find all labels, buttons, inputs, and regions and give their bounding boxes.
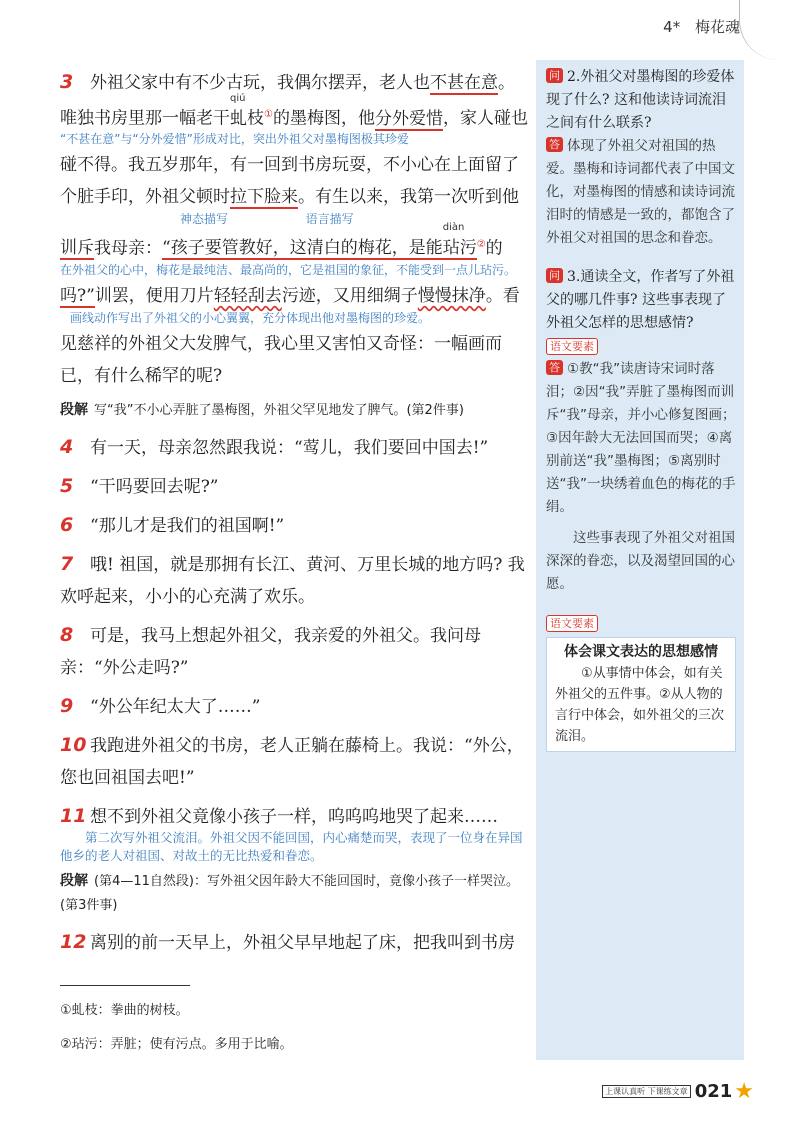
question bbox=[546, 266, 736, 358]
page-corner-decoration bbox=[739, 0, 800, 60]
annotation-label: 语言描写 bbox=[305, 211, 354, 226]
question bbox=[546, 66, 736, 135]
answer-summary: 这些事表现了外祖父对祖国深深的眷恋，以及渴望回国的心愿。 bbox=[546, 530, 735, 592]
section-analysis bbox=[60, 398, 528, 423]
paragraph-7 bbox=[60, 548, 528, 613]
text-run: 外祖父家中有不少古玩，我偶尔摆弄，老人也 bbox=[90, 73, 430, 93]
paragraph-number: 8 bbox=[60, 624, 74, 647]
page-number-badge bbox=[602, 1078, 754, 1104]
pinyin-char bbox=[230, 92, 247, 129]
char: 虬 bbox=[230, 108, 247, 129]
footnote-marker[interactable]: ① bbox=[264, 109, 273, 120]
page-slogan: 上课认真听 下课练文章 bbox=[602, 1085, 691, 1098]
annotation-note: 画线动作写出了外祖父的小心翼翼，充分体现出他对墨梅图的珍爱。 bbox=[70, 311, 431, 326]
paragraph-number: 12 bbox=[60, 931, 87, 954]
wavy-phrase: 轻轻刮去 bbox=[213, 286, 282, 307]
footnote-1: ①虬枝：拳曲的树枝。 bbox=[60, 1003, 189, 1018]
main-text bbox=[60, 66, 528, 965]
paragraph-text: 哦! 祖国，就是那拥有长江、黄河、万里长城的地方吗? 我欢呼起来，小小的心充满了欢乐。 bbox=[60, 555, 525, 608]
text-run: ，家人碰也 bbox=[442, 108, 528, 129]
annotation-note: 第二次写外祖父流泪。外祖父因不能回国，内心痛楚而哭，表现了一位身在异国他乡的老人对祖国、对故土的无比热爱和眷恋。 bbox=[60, 830, 523, 864]
paragraph-text: 可是，我马上想起外祖父，我亲爱的外祖父。我问母亲：“外公走吗?” bbox=[60, 626, 481, 679]
paragraph-number: 3 bbox=[60, 71, 74, 93]
text-run: 的 bbox=[485, 238, 503, 259]
paragraph-12 bbox=[60, 926, 528, 959]
paragraph-3-cont bbox=[60, 222, 528, 265]
literacy-box bbox=[546, 637, 736, 752]
text-run: 的墨梅图，他 bbox=[272, 108, 375, 129]
text-run: 碰不得。我五岁那年，有一回到书房玩耍，不小心在上面留了个脏手印，外祖父顿时 bbox=[60, 154, 519, 207]
quote-text: 污 bbox=[459, 238, 477, 259]
paragraph-text: 离别的前一天早上，外祖父早早地起了床，把我叫到书房 bbox=[90, 933, 515, 954]
answer-text: ①教“我”读唐诗宋词时落泪；②因“我”弄脏了墨梅图而训斥“我”母亲，并小心修复图画；③因年龄大无法回国而哭；④离别前送“我”墨梅图；⑤离别时送“我”一块绣着血色的梅花的手绢。 bbox=[546, 361, 736, 515]
paragraph-9 bbox=[60, 690, 528, 723]
answer bbox=[546, 135, 736, 250]
answer-tag: 答 bbox=[546, 137, 563, 152]
literacy-badge: 语文要素 bbox=[546, 338, 598, 355]
paragraph-text: 我跑进外祖父的书房，老人正躺在藤椅上。我说：“外公，您也回祖国去吧!” bbox=[60, 736, 524, 789]
paragraph-5 bbox=[60, 470, 528, 503]
paragraph-8 bbox=[60, 619, 528, 684]
star-icon: ★ bbox=[734, 1078, 754, 1104]
paragraph-text: 有一天，母亲忽然跟我说：“莺儿，我们要回中国去!” bbox=[90, 438, 489, 459]
chapter-number: 4* bbox=[663, 18, 681, 36]
pinyin-char bbox=[442, 222, 465, 259]
annotation-note: “不甚在意”与“分外爱惜”形成对比，突出外祖父对墨梅图极其珍爱 bbox=[60, 131, 409, 146]
footnote-marker[interactable]: ② bbox=[476, 238, 486, 250]
section-analysis-text: (第4—11自然段)：写外祖父因年龄大不能回国时，竟像小孩子一样哭泣。(第3件事) bbox=[60, 874, 519, 914]
section-analysis bbox=[60, 869, 528, 918]
paragraph-number: 4 bbox=[60, 436, 74, 459]
text-run: 。唯独书房里那一幅老干 bbox=[60, 73, 515, 129]
section-analysis-label: 段解 bbox=[60, 873, 88, 890]
char: 玷 bbox=[442, 238, 460, 259]
question-tag: 问 bbox=[546, 268, 563, 283]
question-text: 3.通读全文，作者写了外祖父的哪几件事? 这些事表现了外祖父怎样的思想感情? bbox=[546, 269, 735, 331]
text-run: 我母亲： bbox=[94, 238, 162, 259]
paragraph-text: “外公年纪太大了……” bbox=[90, 697, 261, 718]
text-run: 。有生以来，我第一次听到他 bbox=[298, 186, 519, 207]
question-text: 2.外祖父对墨梅图的珍爱体现了什么? 这和他读诗词流泪之间有什么联系? bbox=[546, 69, 735, 131]
footnote-divider bbox=[60, 985, 190, 986]
underlined-phrase: 训斥 bbox=[60, 238, 94, 259]
wavy-phrase: 慢慢抹净 bbox=[417, 286, 486, 307]
paragraph-3-cont bbox=[60, 149, 528, 213]
literacy-badge: 语文要素 bbox=[546, 615, 598, 632]
sidebar-panel bbox=[536, 60, 744, 1060]
text-run: 。看 bbox=[485, 286, 520, 307]
footnotes bbox=[60, 1000, 530, 1068]
paragraph-number: 6 bbox=[60, 514, 74, 537]
page-number: 021 bbox=[694, 1080, 733, 1102]
paragraph-3 bbox=[60, 66, 528, 135]
underlined-phrase: 拉下脸来 bbox=[230, 186, 298, 207]
paragraph-text: “干吗要回去呢?” bbox=[90, 477, 219, 498]
chapter-title: 梅花魂 bbox=[694, 18, 740, 36]
underlined-quote bbox=[162, 222, 477, 260]
paragraph-text: 想不到外祖父竟像小孩子一样，呜呜呜地哭了起来…… bbox=[90, 807, 498, 828]
pinyin: diàn bbox=[442, 222, 465, 234]
paragraph-text: “那儿才是我们的祖国啊!” bbox=[90, 516, 285, 537]
annotation-note: 在外祖父的心中，梅花是最纯洁、最高尚的，它是祖国的象征，不能受到一点儿玷污。 bbox=[60, 263, 517, 278]
paragraph-number: 5 bbox=[60, 475, 74, 498]
qa-block-2 bbox=[546, 66, 736, 250]
paragraph-10 bbox=[60, 729, 528, 794]
paragraph-3-cont bbox=[60, 280, 528, 312]
underlined-phrase: 吗?” bbox=[60, 286, 95, 307]
footnote-2: ②玷污：弄脏；使有污点。多用于比喻。 bbox=[60, 1037, 293, 1052]
answer-tag: 答 bbox=[546, 360, 563, 375]
quote-text: “孩子要管教好，这清白的梅花，是能 bbox=[162, 238, 443, 259]
page-header bbox=[663, 16, 740, 37]
answer-text: 体现了外祖父对祖国的热爱。墨梅和诗词都代表了中国文化，对墨梅图的情感和读诗词流泪时的情感是一致的，都饱含了外祖父对祖国的思念和眷恋。 bbox=[546, 138, 735, 246]
text-run: 枝 bbox=[247, 108, 264, 129]
literacy-box-text: ①从事情中体会，如有关外祖父的五件事。②从人物的言行中体会，如外祖父的三次流泪。 bbox=[555, 666, 725, 744]
paragraph-6 bbox=[60, 509, 528, 542]
answer bbox=[546, 358, 736, 519]
text-run: 见慈祥的外祖父大发脾气，我心里又害怕又奇怪：一幅画而已，有什么稀罕的呢? bbox=[60, 334, 502, 387]
literacy-box-title: 体会课文表达的思想感情 bbox=[564, 644, 718, 660]
underlined-phrase: 分外爱惜 bbox=[374, 108, 443, 129]
underlined-phrase: 不甚在意 bbox=[430, 73, 498, 93]
literacy-section bbox=[546, 612, 736, 752]
paragraph-3-cont bbox=[60, 328, 528, 392]
paragraph-number: 9 bbox=[60, 695, 74, 718]
paragraph-4 bbox=[60, 431, 528, 464]
paragraph-number: 7 bbox=[60, 553, 74, 576]
pinyin: qiú bbox=[230, 92, 246, 104]
qa-block-3 bbox=[546, 266, 736, 596]
section-analysis-text: 写“我”不小心弄脏了墨梅图，外祖父罕见地发了脾气。(第2件事) bbox=[94, 403, 464, 419]
annotation-label: 神态描写 bbox=[180, 211, 229, 226]
text-run: 污迹，又用细绸子 bbox=[281, 286, 418, 307]
text-run: 训罢，便用刀片 bbox=[94, 286, 214, 307]
paragraph-number: 10 bbox=[60, 734, 87, 757]
question-tag: 问 bbox=[546, 68, 563, 83]
section-analysis-label: 段解 bbox=[60, 402, 88, 419]
paragraph-number: 11 bbox=[60, 805, 87, 828]
